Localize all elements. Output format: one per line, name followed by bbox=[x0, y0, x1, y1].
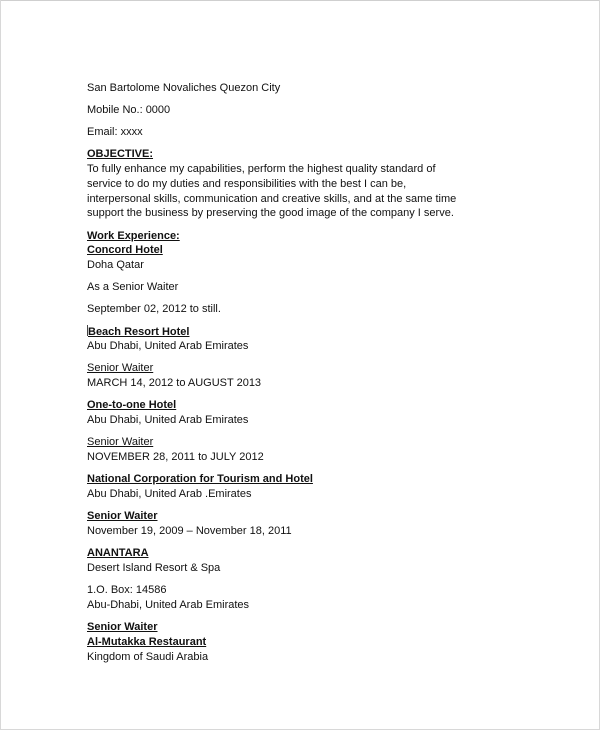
job-position: Senior Waiter bbox=[87, 621, 158, 633]
employer-name bbox=[87, 325, 189, 339]
employer-name: Concord Hotel bbox=[87, 244, 163, 256]
employer-location: Abu Dhabi, United Arab Emirates bbox=[87, 340, 249, 352]
job-position: As a Senior Waiter bbox=[87, 281, 179, 293]
job-period: NOVEMBER 28, 2011 to JULY 2012 bbox=[87, 451, 264, 463]
employer-location: Abu Dhabi, United Arab Emirates bbox=[87, 414, 249, 426]
job-period: September 02, 2012 to still. bbox=[87, 303, 221, 315]
employer-name-text: Beach Resort Hotel bbox=[88, 326, 190, 338]
mobile-line: Mobile No.: 0000 bbox=[87, 104, 171, 116]
work-experience-heading: Work Experience: bbox=[87, 230, 180, 242]
address-line: San Bartolome Novaliches Quezon City bbox=[87, 82, 281, 94]
job-position: Senior Waiter bbox=[87, 362, 154, 374]
employer-name: National Corporation for Tourism and Hotel bbox=[87, 473, 313, 485]
job-period: November 19, 2009 – November 18, 2011 bbox=[87, 525, 292, 537]
employer-name: ANANTARA bbox=[87, 547, 149, 559]
objective-line: To fully enhance my capabilities, perform the highest quality standard of bbox=[87, 163, 436, 175]
page-border-top bbox=[0, 0, 600, 1]
objective-line: interpersonal skills, communication and creative skills, and at the same time bbox=[87, 193, 457, 205]
objective-line: support the business by preserving the good image of the company I serve. bbox=[87, 207, 454, 219]
employer-subtitle: Desert Island Resort & Spa bbox=[87, 562, 221, 574]
employer-po-box: 1.O. Box: 14586 bbox=[87, 584, 167, 596]
employer-name: Al-Mutakka Restaurant bbox=[87, 636, 207, 648]
job-position: Senior Waiter bbox=[87, 436, 154, 448]
employer-location: Abu Dhabi, United Arab .Emirates bbox=[87, 488, 252, 500]
job-position: Senior Waiter bbox=[87, 510, 158, 522]
employer-name: One-to-one Hotel bbox=[87, 399, 177, 411]
job-period: MARCH 14, 2012 to AUGUST 2013 bbox=[87, 377, 262, 389]
page-border-left bbox=[0, 0, 1, 730]
employer-location: Kingdom of Saudi Arabia bbox=[87, 651, 209, 663]
employer-location: Doha Qatar bbox=[87, 259, 144, 271]
email-line: Email: xxxx bbox=[87, 126, 143, 138]
objective-heading: OBJECTIVE: bbox=[87, 148, 154, 160]
objective-line: service to do my duties and responsibilities with the best I can be, bbox=[87, 178, 407, 190]
employer-location: Abu-Dhabi, United Arab Emirates bbox=[87, 599, 250, 611]
